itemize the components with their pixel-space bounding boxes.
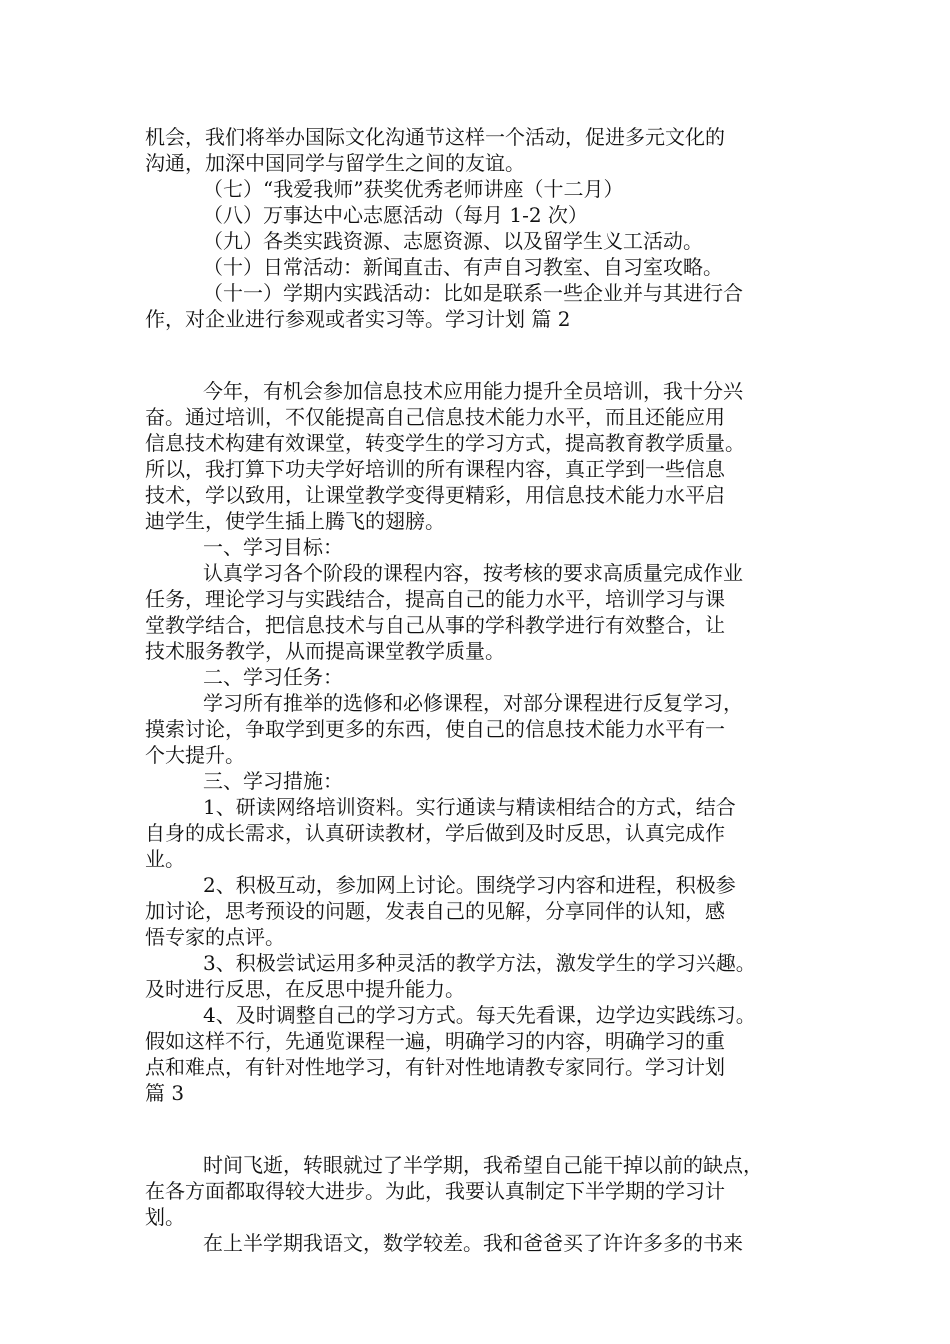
paragraph-start: 学习所有推举的选修和必修课程，对部分课程进行反复学习， xyxy=(203,691,743,715)
section-heading: 三、学习措施： xyxy=(203,769,343,793)
text-line: 悟专家的点评。 xyxy=(145,925,285,949)
text-line: 迪学生，使学生插上腾飞的翅膀。 xyxy=(145,509,445,533)
paragraph-start: 2、积极互动，参加网上讨论。围绕学习内容和进程，积极参 xyxy=(203,873,736,897)
text-line: 任务，理论学习与实践结合，提高自己的能力水平，培训学习与课 xyxy=(145,587,725,611)
text-line: 加讨论，思考预设的问题，发表自己的见解，分享同伴的认知，感 xyxy=(145,899,725,923)
text-line: 在各方面都取得较大进步。为此，我要认真制定下半学期的学习计 xyxy=(145,1179,725,1203)
text-line: 及时进行反思，在反思中提升能力。 xyxy=(145,977,465,1001)
text-line: 堂教学结合，把信息技术与自己从事的学科教学进行有效整合，让 xyxy=(145,613,725,637)
section-heading: 一、学习目标： xyxy=(203,535,343,559)
text-line: 所以，我打算下功夫学好培训的所有课程内容，真正学到一些信息 xyxy=(145,457,725,481)
text-line: 自身的成长需求，认真研读教材，学后做到及时反思，认真完成作 xyxy=(145,821,725,845)
paragraph-start: 时间飞逝，转眼就过了半学期，我希望自己能干掉以前的缺点， xyxy=(203,1153,763,1177)
text-line: 摸索讨论，争取学到更多的东西，使自己的信息技术能力水平有一 xyxy=(145,717,725,741)
paragraph-start: 1、研读网络培训资料。实行通读与精读相结合的方式，结合 xyxy=(203,795,736,819)
text-line: 奋。通过培训，不仅能提高自己信息技术能力水平，而且还能应用 xyxy=(145,405,725,429)
text-line: 篇 3 xyxy=(145,1081,185,1105)
list-item: （九）各类实践资源、志愿资源、以及留学生义工活动。 xyxy=(203,229,703,253)
list-item: （八）万事达中心志愿活动（每月 1-2 次） xyxy=(203,203,588,227)
section-heading: 二、学习任务： xyxy=(203,665,343,689)
text-line: 业。 xyxy=(145,847,185,871)
text-line: 假如这样不行，先通览课程一遍，明确学习的内容，明确学习的重 xyxy=(145,1029,725,1053)
paragraph-start: 4、及时调整自己的学习方式。每天先看课，边学边实践练习。 xyxy=(203,1003,756,1027)
paragraph-start: 今年，有机会参加信息技术应用能力提升全员培训，我十分兴 xyxy=(203,379,743,403)
paragraph-start: 3、积极尝试运用多种灵活的教学方法，激发学生的学习兴趣。 xyxy=(203,951,756,975)
text-line: 机会，我们将举办国际文化沟通节这样一个活动，促进多元文化的 xyxy=(145,125,725,149)
list-item: （十一）学期内实践活动：比如是联系一些企业并与其进行合 xyxy=(203,281,743,305)
text-line: 作，对企业进行参观或者实习等。学习计划 篇 2 xyxy=(145,307,571,331)
paragraph-start: 认真学习各个阶段的课程内容，按考核的要求高质量完成作业 xyxy=(203,561,743,585)
text-line: 划。 xyxy=(145,1205,185,1229)
list-item: （十）日常活动：新闻直击、有声自习教室、自习室攻略。 xyxy=(203,255,723,279)
text-line: 个大提升。 xyxy=(145,743,245,767)
list-item: （七）“我爱我师”获奖优秀老师讲座（十二月） xyxy=(203,177,624,201)
paragraph-start: 在上半学期我语文，数学较差。我和爸爸买了许许多多的书来 xyxy=(203,1231,743,1255)
text-line: 技术服务教学，从而提高课堂教学质量。 xyxy=(145,639,505,663)
text-line: 点和难点，有针对性地学习，有针对性地请教专家同行。学习计划 xyxy=(145,1055,725,1079)
text-line: 沟通，加深中国同学与留学生之间的友谊。 xyxy=(145,151,525,175)
text-line: 技术，学以致用，让课堂教学变得更精彩，用信息技术能力水平启 xyxy=(145,483,725,507)
text-line: 信息技术构建有效课堂，转变学生的学习方式，提高教育教学质量。 xyxy=(145,431,745,455)
